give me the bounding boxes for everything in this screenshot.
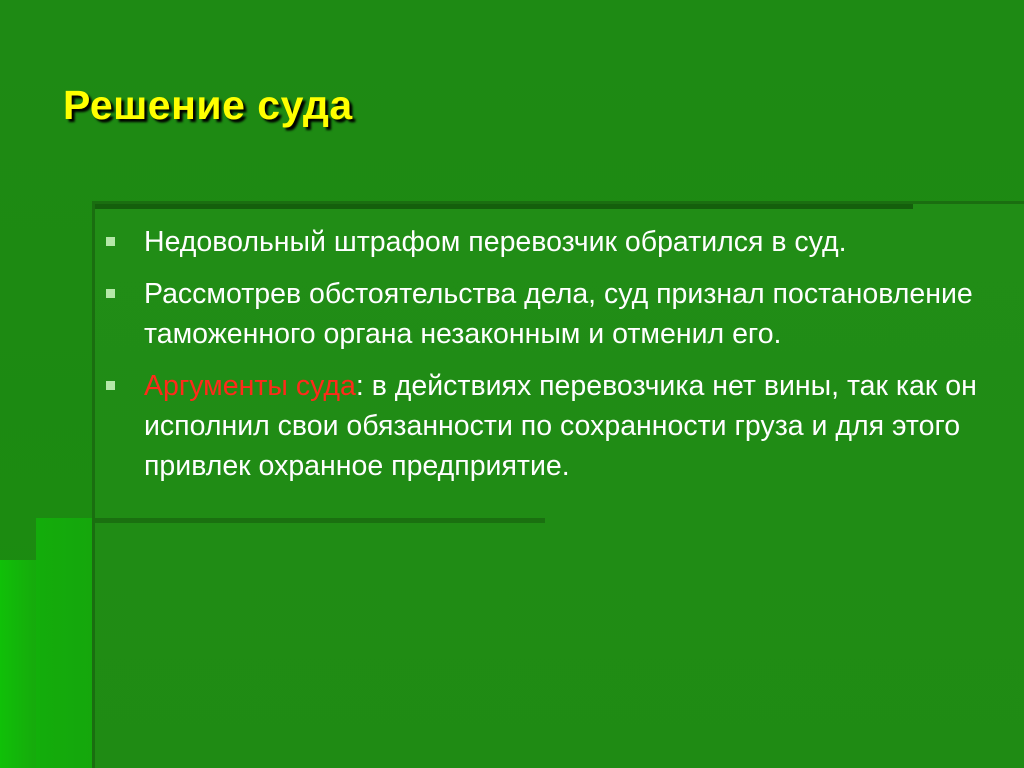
decorative-line-top	[95, 204, 913, 209]
decorative-line-middle	[95, 518, 545, 523]
background-decoration-edge	[0, 560, 40, 768]
bullet-list	[106, 222, 996, 498]
bullet-text: Рассмотрев обстоятельства дела, суд признал постановление таможенного органа незаконным и отменил его.	[144, 278, 973, 350]
bullet-item	[106, 274, 996, 354]
slide-title: Решение суда	[63, 82, 353, 128]
bullet-text: Недовольный штрафом перевозчик обратился в суд.	[144, 226, 847, 258]
bullet-text: : в действиях перевозчика нет вины, так как он исполнил свои обязанности по сохранности груза и для этого привлек охранное предприятие.	[144, 370, 977, 482]
square-bullet-icon	[106, 381, 115, 390]
square-bullet-icon	[106, 289, 115, 298]
bullet-item	[106, 222, 996, 262]
square-bullet-icon	[106, 237, 115, 246]
bullet-accent-text: Аргументы суда	[144, 370, 356, 402]
bullet-item	[106, 366, 996, 486]
